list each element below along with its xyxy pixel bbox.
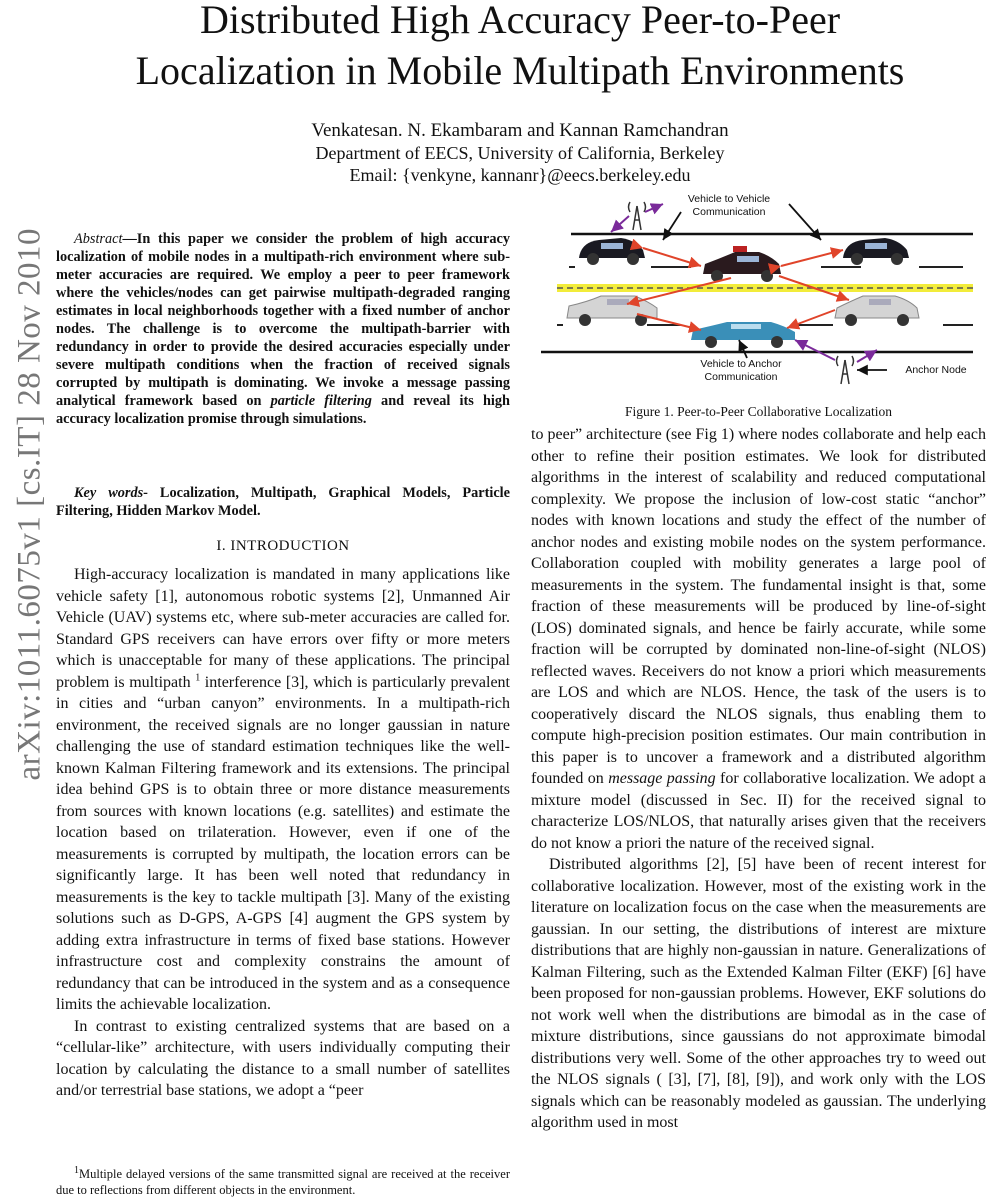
footnote	[56, 1166, 510, 1198]
footnote-text: Multiple delayed versions of the same transmitted signal are received at the receiver due to reflections from different objects in the environment.	[56, 1167, 510, 1197]
right-p1-emphasis: message passing	[608, 770, 716, 787]
title-line-2: Localization in Mobile Multipath Environments	[135, 48, 905, 93]
abstract-text: In this paper we consider the problem of high accuracy localization of mobile nodes in a multipath-rich environment where sub-meter accuracies are required. We employ a peer to peer framework where the vehicles/nodes can get pairwise multipath-degraded ranging estimates in local neighborhoods together with a fixed number of anchor nodes. The challenge is to overcome the multipath-barrier with redundancy in order to provide the desired accuracies especially under severe multipath conditions when the fraction of received signals corrupted by multipath is dominating. We invoke a message passing analytical framework based on	[56, 231, 510, 409]
intro-p1-part-b: interference [3], which is particularly prevalent in cities and “urban canyon” environments. In a multipath-rich environment, the received signals are no longer gaussian in nature challenging the use of standard estimation techniques like the well-known Kalman Filtering framework and its extensions. The principal idea behind GPS is to obtain three or more distance measurements from sources with known locations (e.g. satellites) and estimate the location based on trilateration. However, even if one of the measurements is corrupted by multipath, the location errors can be significantly large. It has been well noted that redundancy in measurements is the key to tackle multipath [3]. Many of the existing solutions such as D-GPS, A-GPS [4] augment the GPS system by adding extra infrastructure in terms of fixed base stations. However infrastructure cost and complexity constrains the amount of redundancy that can be introduced in the system and as a consequence limits the achievable localization.	[56, 673, 510, 1013]
footnote-ref: 1	[195, 672, 201, 684]
figure-caption: Figure 1. Peer-to-Peer Collaborative Localization	[624, 404, 892, 419]
anchor-tower-top	[629, 202, 646, 230]
paper-title	[0, 0, 986, 96]
right-column-text	[531, 424, 986, 1134]
right-p2: Distributed algorithms [2], [5] have been of recent interest for collaborative localization. However, most of the existing work in the literature on localization focus on the case when the measurements are gaussian. In our setting, the distributions of interest are mixture distributions that are highly non-gaussian in nature. Generalizations of Kalman Filtering, such as the Extended Kalman Filter (EKF) [6] have been proposed for non-gaussian problems. However, EKF solutions do not work well when the distributions are bimodal as in the case of mixture distributions, since gaussians do not approximate bimodal distributions very well. Some of the other approaches try to weed out the NLOS signals ( [3], [7], [8], [9]), and work only with the LOS signals which can be reasonably modeled as gaussian. The underlying algorithm used in most	[531, 856, 986, 1131]
keywords-text: - Localization, Multipath, Graphical Models, Particle Filtering, Hidden Markov Model.	[56, 485, 510, 519]
car-1	[579, 238, 645, 265]
car-3	[843, 238, 909, 265]
keywords-label: Key words	[74, 485, 144, 501]
intro-text	[56, 564, 510, 1102]
intro-p2: In contrast to existing centralized systems that are based on a “cellular-like” architecture, with users individually computing their location by calculating the distance to a small number of satellites and/or terrestrial base stations, we adopt a “peer	[56, 1017, 510, 1099]
car-6	[691, 322, 795, 348]
abstract-emphasis: particle filtering	[270, 393, 372, 409]
title-line-1: Distributed High Accuracy Peer-to-Peer	[199, 0, 841, 42]
email: Email: {venkyne, kannanr}@eecs.berkeley.edu	[349, 165, 691, 185]
section-heading: I. INTRODUCTION	[216, 538, 350, 554]
author-block	[0, 120, 986, 186]
keywords	[56, 484, 510, 520]
label-v2v: Vehicle to Vehicle Communication	[687, 193, 771, 218]
abstract-dash: —	[122, 231, 137, 247]
abstract-tail: and reveal its high accuracy localization promise through simulations.	[56, 393, 510, 427]
footnote-mark: 1	[74, 1164, 79, 1176]
anchor-tower-bottom	[837, 356, 854, 384]
car-2	[703, 246, 781, 282]
right-p1-part-a: to peer” architecture (see Fig 1) where nodes collaborate and help each other to refine their position estimates. We look for distributed algorithms in the interest of scalability and reduced computational complexity. We propose the inclusion of low-cost static “anchor” nodes with known locations and study the effect of the number of anchor nodes and existing mobile nodes on the system performance. Collaboration coupled with mobility generates a large pool of measurements in the system. The fundamental insight is that, some fraction of these measurements will be produced by line-of-sight (LOS) dominated signals, and hence be fairly accurate, while some fraction will be corrupted by dominated non-line-of-sight (NLOS) reflected waves. Receivers do not know a priori which measurements are LOS and which are NLOS. Hence, the task of the users is to cooperatively discard the NLOS signals, thus enabling them to compute high-precision position estimates. Our main contribution in this paper is to uncover a framework and a distributed algorithm founded on	[531, 426, 986, 787]
affiliation: Department of EECS, University of California, Berkeley	[315, 143, 725, 163]
label-v2a: Vehicle to Anchor Communication	[700, 358, 782, 383]
figure-1	[531, 190, 986, 400]
intro-p1-part-a: High-accuracy localization is mandated in many applications like vehicle safety [1], autonomous robotic systems [2], Unmanned Air Vehicle (UAV) systems etc, where sub-meter accuracies are called for. Standard GPS receivers can have errors over fifty or more meters which is unacceptable for many of these applications. The principal problem is multipath	[56, 566, 510, 691]
author-names: Venkatesan. N. Ekambaram and Kannan Ramchandran	[311, 120, 729, 141]
arxiv-identifier: arXiv:1011.6075v1 [cs.IT] 28 Nov 2010	[11, 227, 48, 781]
label-anchor-node: Anchor Node	[905, 364, 967, 376]
abstract	[56, 230, 510, 428]
abstract-label: Abstract	[74, 231, 123, 247]
right-p1-part-b: for collaborative localization. We adopt a mixture model (discussed in Sec. II) for the received signal to characterize LOS/NLOS, that naturally arises given that the receivers do not know a priori the nature of the received signal.	[531, 770, 986, 852]
